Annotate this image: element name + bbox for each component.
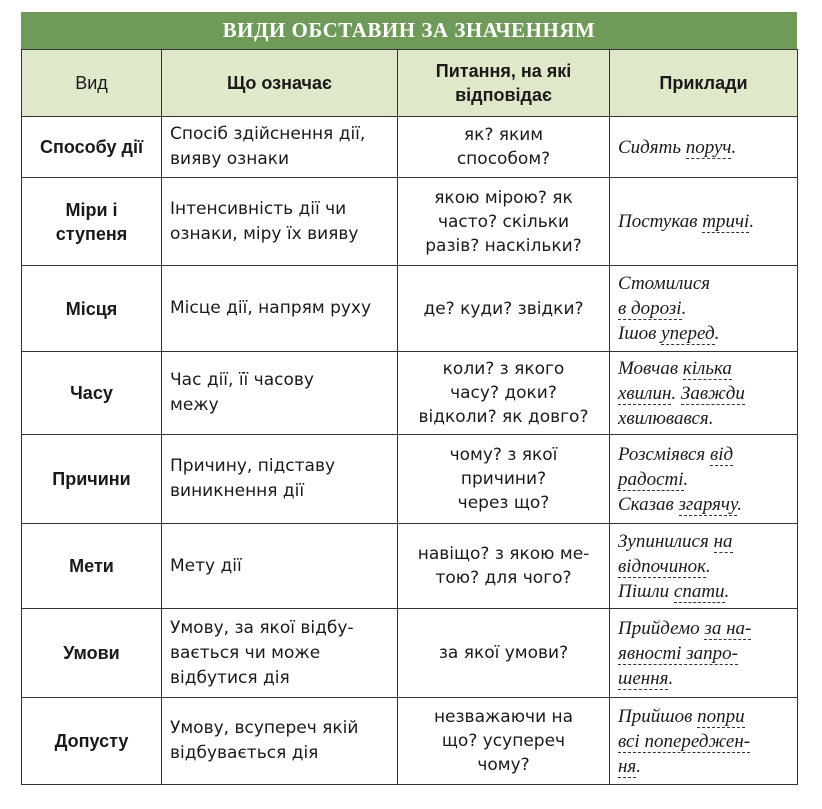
questions-cell-line: способом? bbox=[456, 149, 551, 169]
meaning-cell bbox=[162, 117, 398, 178]
underlined-circumstance: Завжди bbox=[680, 382, 745, 404]
meaning-cell-line: Місце дії, напрям руху bbox=[170, 298, 372, 318]
kind-cell bbox=[22, 698, 162, 785]
example-text: Мовчав bbox=[618, 357, 683, 379]
questions-cell-line: за якої умови? bbox=[438, 643, 569, 663]
underlined-circumstance: на bbox=[713, 530, 733, 552]
underlined-circumstance: за на- bbox=[704, 617, 752, 639]
questions-cell-line: незважаючи на bbox=[433, 707, 574, 727]
meaning-cell bbox=[162, 266, 398, 352]
meaning-cell bbox=[162, 178, 398, 266]
questions-cell-line: відколи? як довго? bbox=[418, 407, 589, 427]
meaning-cell bbox=[162, 435, 398, 524]
example-line bbox=[618, 442, 789, 467]
example-cell bbox=[610, 117, 798, 178]
underlined-circumstance: кілька bbox=[682, 357, 732, 379]
underlined-circumstance: відпочинок bbox=[618, 555, 707, 577]
example-line bbox=[618, 704, 789, 729]
example-line bbox=[618, 754, 789, 779]
example-line bbox=[618, 666, 789, 691]
kind-cell-line: Причини bbox=[52, 469, 131, 489]
example-text: Сказав bbox=[618, 493, 679, 515]
meaning-cell-line: Мету дії bbox=[170, 555, 242, 576]
example-line bbox=[618, 729, 789, 754]
example-text: Стомилися bbox=[618, 273, 711, 294]
example-line bbox=[618, 529, 789, 554]
meaning-cell-line: Причину, підставу bbox=[170, 456, 336, 476]
example-text: хвилювався. bbox=[618, 407, 714, 429]
kind-cell bbox=[22, 117, 162, 178]
table-row bbox=[22, 435, 798, 524]
underlined-circumstance: хвилин bbox=[618, 382, 672, 404]
example-line bbox=[618, 554, 789, 579]
table-container bbox=[21, 12, 797, 785]
kind-cell bbox=[22, 435, 162, 524]
header-row bbox=[22, 50, 798, 117]
meaning-cell bbox=[162, 698, 398, 785]
table-row bbox=[22, 178, 798, 266]
questions-cell bbox=[398, 178, 610, 266]
questions-cell-line: часу? доки? bbox=[450, 383, 557, 403]
meaning-cell bbox=[162, 609, 398, 698]
underlined-circumstance: поруч bbox=[685, 136, 732, 158]
example-line bbox=[618, 616, 789, 641]
example-text: Пішли bbox=[618, 580, 674, 602]
questions-cell bbox=[398, 352, 610, 435]
example-text: . bbox=[681, 298, 687, 319]
underlined-circumstance: попри bbox=[697, 705, 745, 727]
underlined-circumstance: явності запро- bbox=[618, 642, 738, 664]
questions-cell-line: коли? з якого bbox=[442, 359, 565, 379]
underlined-circumstance: в дорозі bbox=[618, 298, 682, 319]
underlined-circumstance: згарячу bbox=[678, 493, 738, 515]
questions-cell-line: навіщо? з якою ме- bbox=[417, 544, 590, 564]
kind-cell-line: Місця bbox=[65, 298, 118, 319]
table-body bbox=[22, 117, 798, 785]
header-questions: Питання, на які відповідає bbox=[398, 50, 610, 117]
table-row bbox=[22, 698, 798, 785]
questions-cell-line: де? куди? звідки? bbox=[423, 298, 584, 319]
underlined-circumstance: всі попереджен- bbox=[618, 730, 751, 752]
meaning-cell-line: ознаки, міру їх вияву bbox=[170, 223, 359, 244]
questions-cell-line: чому? bbox=[477, 755, 530, 775]
example-line bbox=[618, 356, 789, 381]
example-text: . bbox=[706, 555, 711, 577]
questions-cell-line: чому? з якої bbox=[449, 445, 558, 465]
table-row bbox=[22, 352, 798, 435]
meaning-cell-line: відбутися дія bbox=[170, 667, 290, 688]
example-text: Прийшов bbox=[618, 705, 698, 727]
questions-cell-line: тою? для чого? bbox=[435, 568, 572, 588]
example-text: . bbox=[749, 211, 755, 232]
example-text: . bbox=[724, 580, 730, 602]
example-line bbox=[618, 135, 789, 160]
example-text: Ішов bbox=[618, 323, 662, 344]
underlined-circumstance: радості bbox=[618, 468, 684, 490]
meaning-cell-line: межу bbox=[170, 395, 219, 415]
example-text: . bbox=[714, 323, 720, 344]
example-text: Сидять bbox=[618, 136, 686, 158]
example-line bbox=[618, 492, 789, 517]
meaning-cell-line: вияву ознаки bbox=[170, 149, 290, 169]
example-cell bbox=[610, 266, 798, 352]
example-text: Розсміявся bbox=[618, 443, 711, 465]
kind-cell bbox=[22, 266, 162, 352]
table-row bbox=[22, 609, 798, 698]
kind-cell-line: Часу bbox=[70, 383, 113, 403]
kind-cell-line: Міри і bbox=[65, 199, 118, 220]
kind-cell-line: Мети bbox=[69, 556, 114, 576]
example-line bbox=[618, 381, 789, 406]
underlined-circumstance: шення bbox=[618, 667, 669, 689]
kind-cell bbox=[22, 524, 162, 609]
questions-cell-line: часто? скільки bbox=[437, 211, 570, 232]
example-line bbox=[618, 271, 789, 296]
example-text: . bbox=[668, 667, 674, 689]
underlined-circumstance: ня bbox=[618, 755, 637, 777]
underlined-circumstance: від bbox=[710, 443, 734, 465]
kind-cell-line: Способу дії bbox=[39, 137, 144, 157]
example-text: . bbox=[671, 382, 681, 404]
example-text: . bbox=[636, 755, 642, 777]
example-cell bbox=[610, 698, 798, 785]
questions-cell bbox=[398, 698, 610, 785]
example-cell bbox=[610, 178, 798, 266]
kind-cell bbox=[22, 352, 162, 435]
underlined-circumstance: тричі bbox=[702, 211, 750, 232]
example-text: Прийдемо bbox=[618, 617, 705, 639]
meaning-cell-line: Спосіб здійснення дії, bbox=[170, 124, 366, 144]
meaning-cell-line: Умову, за якої відбу- bbox=[170, 617, 354, 638]
kind-cell bbox=[22, 178, 162, 266]
example-line bbox=[618, 321, 789, 346]
example-text: . bbox=[737, 493, 742, 515]
example-line bbox=[618, 296, 789, 321]
meaning-cell-line: вається чи може bbox=[170, 642, 321, 663]
questions-cell-line: разів? наскільки? bbox=[425, 235, 582, 256]
circumstances-table bbox=[21, 49, 798, 785]
table-row bbox=[22, 524, 798, 609]
example-text: Зупинилися bbox=[618, 530, 714, 552]
example-cell bbox=[610, 609, 798, 698]
questions-cell bbox=[398, 266, 610, 352]
underlined-circumstance: спати bbox=[673, 580, 725, 602]
questions-cell bbox=[398, 435, 610, 524]
example-line bbox=[618, 641, 789, 666]
questions-cell-line: що? усупереч bbox=[441, 731, 566, 751]
meaning-cell-line: Час дії, її часову bbox=[170, 370, 314, 390]
table-row bbox=[22, 117, 798, 178]
kind-cell-line: Допусту bbox=[54, 731, 129, 751]
table-title: ВИДИ ОБСТАВИН ЗА ЗНАЧЕННЯМ bbox=[21, 12, 797, 49]
questions-cell-line: якою мірою? як bbox=[434, 187, 573, 208]
questions-cell-line: як? яким bbox=[463, 125, 544, 145]
questions-cell-line: причини? bbox=[460, 469, 547, 489]
underlined-circumstance: уперед bbox=[661, 323, 715, 344]
kind-cell-line: Умови bbox=[63, 643, 120, 663]
header-examples: Приклади bbox=[610, 50, 798, 117]
example-line bbox=[618, 467, 789, 492]
table-row bbox=[22, 266, 798, 352]
example-text: . bbox=[683, 468, 689, 490]
header-meaning: Що означає bbox=[162, 50, 398, 117]
example-cell bbox=[610, 524, 798, 609]
example-line bbox=[618, 579, 789, 604]
kind-cell-line: ступеня bbox=[55, 223, 128, 244]
questions-cell bbox=[398, 117, 610, 178]
meaning-cell-line: відбувається дія bbox=[170, 743, 319, 763]
questions-cell bbox=[398, 609, 610, 698]
meaning-cell bbox=[162, 352, 398, 435]
example-cell bbox=[610, 435, 798, 524]
meaning-cell-line: Інтенсивність дії чи bbox=[170, 198, 347, 219]
header-kind: Вид bbox=[22, 50, 162, 117]
questions-cell bbox=[398, 524, 610, 609]
example-line bbox=[618, 209, 789, 234]
example-line bbox=[618, 406, 789, 431]
meaning-cell-line: виникнення дії bbox=[170, 481, 305, 501]
questions-cell-line: через що? bbox=[457, 493, 550, 513]
example-text: Постукав bbox=[618, 211, 703, 232]
example-cell bbox=[610, 352, 798, 435]
kind-cell bbox=[22, 609, 162, 698]
meaning-cell-line: Умову, всупереч якій bbox=[170, 718, 359, 738]
meaning-cell bbox=[162, 524, 398, 609]
example-text: . bbox=[731, 136, 737, 158]
